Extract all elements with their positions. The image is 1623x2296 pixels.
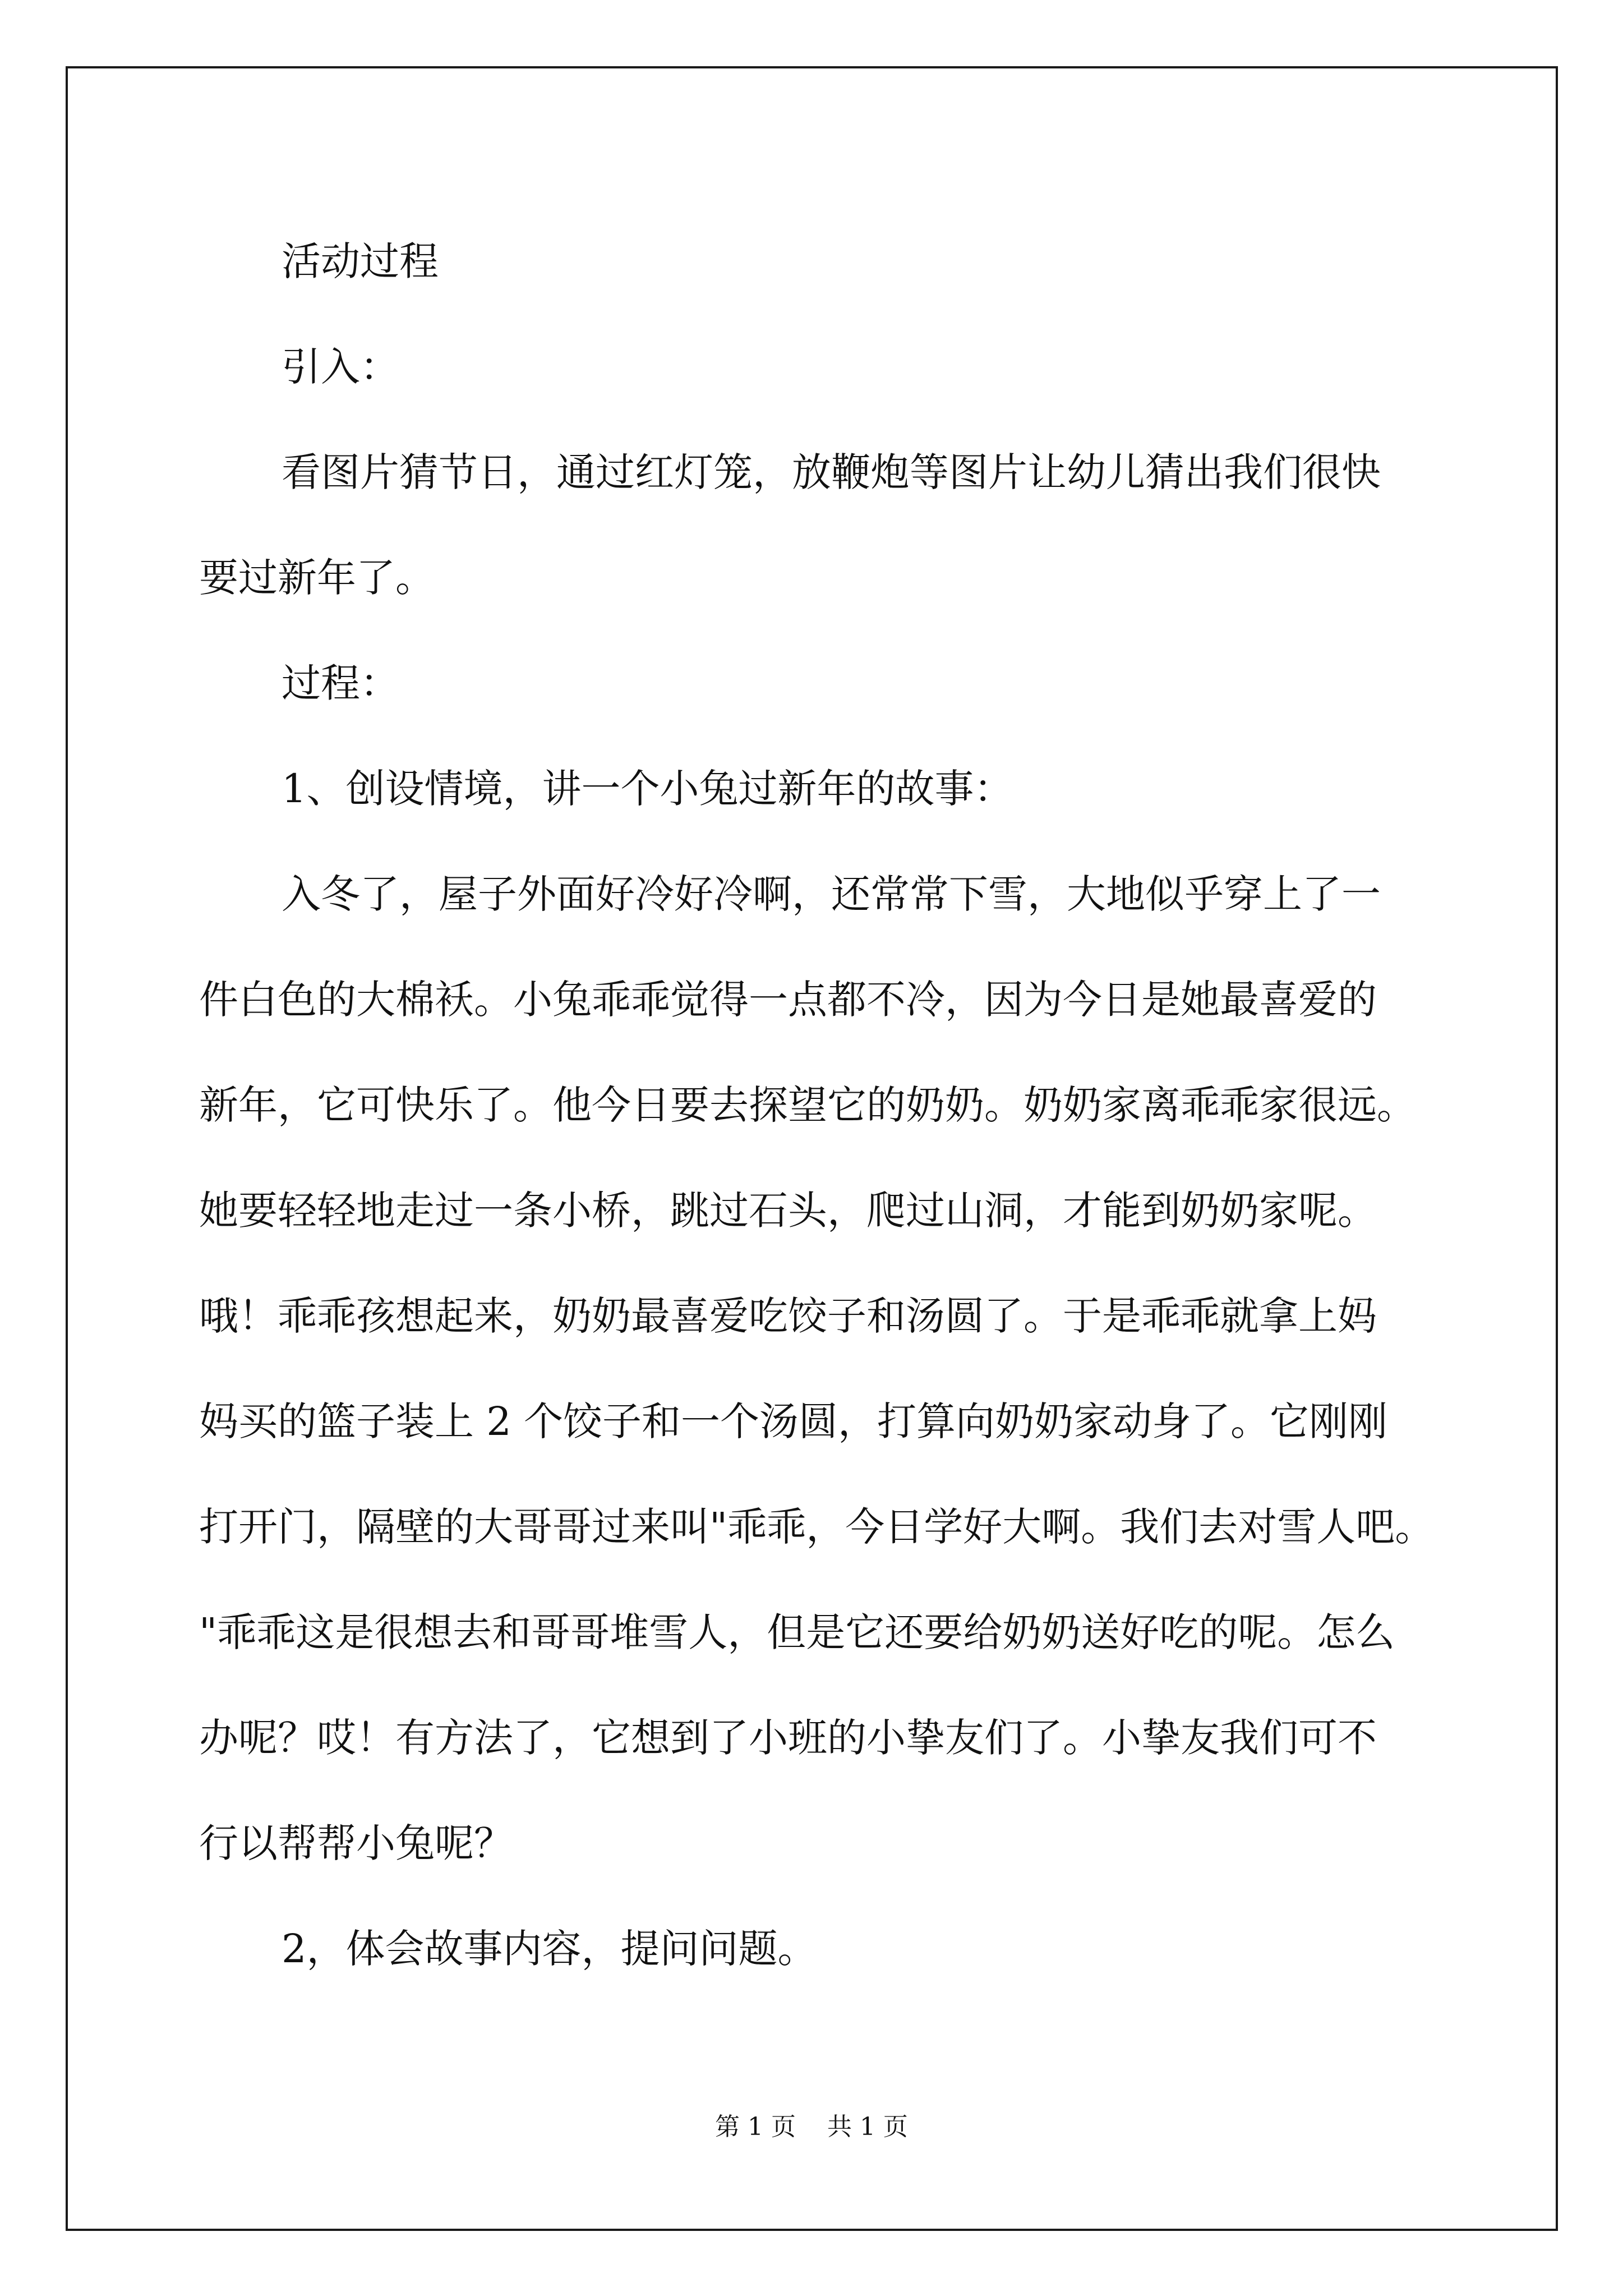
heading-activity-process: 活动过程 [282, 238, 439, 284]
story-line: 办呢？哎！有方法了，它想到了小班的小挚友们了。小挚友我们可不 [199, 1715, 1377, 1761]
story-line: 入冬了，屋子外面好冷好冷啊，还常常下雪，大地似乎穿上了一 [282, 871, 1381, 917]
story-line: 行以帮帮小兔呢？ [199, 1820, 513, 1866]
document-body [199, 209, 1435, 2001]
page-number: 第 1 页 共 1 页 [715, 2113, 908, 2141]
heading-introduction: 引入： [282, 344, 399, 390]
story-line: 妈买的篮子装上 2 个饺子和一个汤圆，打算向奶奶家动身了。它刚刚 [199, 1398, 1388, 1444]
story-line: 件白色的大棉袄。小兔乖乖觉得一点都不冷，因为今日是她最喜爱的 [199, 977, 1377, 1023]
step-1-heading: 1、创设情境，讲一个小兔过新年的故事： [282, 766, 1013, 812]
paragraph-line: 要过新年了。 [199, 555, 435, 601]
page-footer [0, 2106, 1623, 2142]
story-line: 打开门，隔壁的大哥哥过来叫"乖乖，今日学好大啊。我们去对雪人吧。 [199, 1504, 1435, 1550]
step-2-heading: 2，体会故事内容，提问问题。 [282, 1926, 817, 1972]
story-line: "乖乖这是很想去和哥哥堆雪人，但是它还要给奶奶送好吃的呢。怎么 [199, 1609, 1395, 1655]
heading-process: 过程： [282, 660, 399, 706]
story-line: 新年，它可快乐了。他今日要去探望它的奶奶。奶奶家离乖乖家很远。 [199, 1082, 1416, 1128]
story-line: 她要轻轻地走过一条小桥，跳过石头，爬过山洞，才能到奶奶家呢。 [199, 1188, 1377, 1234]
story-line: 哦！乖乖孩想起来，奶奶最喜爱吃饺子和汤圆了。于是乖乖就拿上妈 [199, 1293, 1377, 1339]
paragraph-line: 看图片猜节日，通过红灯笼，放鞭炮等图片让幼儿猜出我们很快 [282, 449, 1381, 495]
